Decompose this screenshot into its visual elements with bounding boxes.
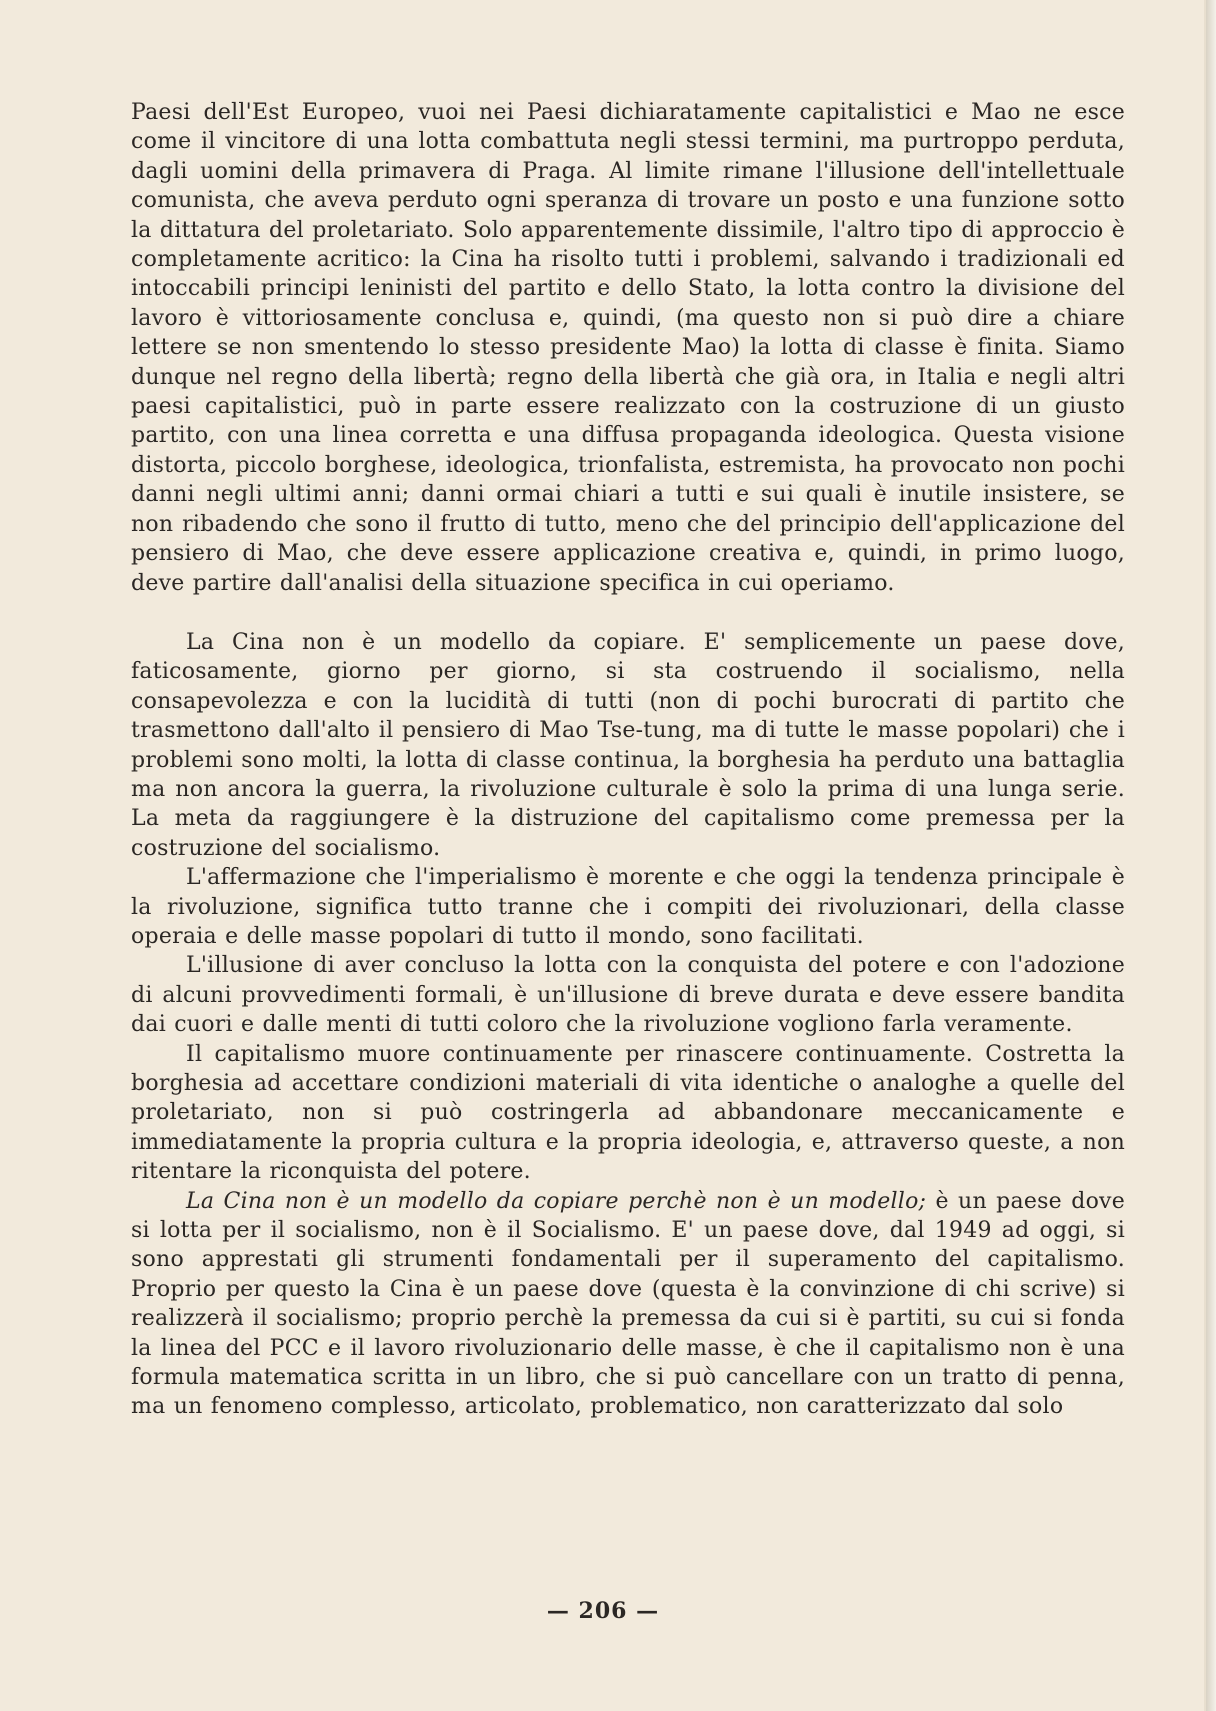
paragraph-non-e-un-modello	[131, 1187, 1125, 1422]
paragraph-continued: Paesi dell'Est Europeo, vuoi nei Paesi dichiaratamente capitalistici e Mao ne esce come il vincitore di una lotta combattuta negli stessi termini, ma purtroppo perduta, dagli uomini della primavera di Praga. Al limite rimane l'illusione dell'intellettuale comunista, che aveva perduto ogni speranza di trovare un posto e una funzione sotto la dittatura del proletariato. Solo apparentemente dissimile, l'altro tipo di approccio è completamente acritico: la Cina ha risolto tutti i problemi, salvando i tradizionali ed intoccabili principi leninisti del partito e dello Stato, la lotta contro la divisione del lavoro è vittoriosamente conclusa e, quindi, (ma questo non si può dire a chiare lettere se non smentendo lo stesso presidente Mao) la lotta di classe è finita. Siamo dunque nel regno della libertà; regno della libertà che già ora, in Italia e negli altri paesi capitalistici, può in parte essere realizzato con la costruzione di un giusto partito, con una linea corretta e una diffusa propaganda ideologica. Questa visione distorta, piccolo borghese, ideologica, trionfalista, estremista, ha provocato non pochi danni negli ultimi anni; danni ormai chiari a tutti e sui quali è inutile insistere, se non ribadendo che sono il frutto di tutto, meno che del principio dell'applicazione del pensiero di Mao, che deve essere applicazione creativa e, quindi, in primo luogo, deve partire dall'analisi della situazione specifica in cui operiamo.	[131, 100, 1125, 596]
paragraph-illusione: L'illusione di aver concluso la lotta con la conquista del potere e con l'adozione di alcuni provvedimenti formali, è un'illusione di breve durata e deve essere bandita dai cuori e dalle menti di tutti coloro che la rivoluzione vogliono farla veramente.	[131, 953, 1125, 1038]
page-number: — 206 —	[546, 1598, 660, 1624]
paragraph-cina-non-e-un-modello: La Cina non è un modello da copiare. E' semplicemente un paese dove, faticosamente, giorno per giorno, si sta costruendo il socialismo, nella consapevolezza e con la lucidità di tutti (non di pochi burocrati di partito che trasmettono dall'alto il pensiero di Mao Tse-tung, ma di tutte le masse popolari) che i problemi sono molti, la lotta di classe continua, la borghesia ha perduto una battaglia ma non ancora la guerra, la rivoluzione culturale è solo la prima di una lunga serie. La meta da raggiungere è la distruzione del capitalismo come premessa per la costruzione del socialismo.	[131, 629, 1125, 861]
paragraph-capitalismo-muore: Il capitalismo muore continuamente per rinascere continuamente. Costretta la borghesia ad accettare condizioni materiali di vita identiche o analoghe a quelle del proletariato, non si può costringerla ad abbandonare meccanicamente e immediatamente la propria cultura e la propria ideologia, e, attraverso queste, a non ritentare la riconquista del potere.	[131, 1041, 1125, 1185]
italic-emphasis: La Cina non è un modello da copiare perchè non è un modello;	[186, 1188, 927, 1214]
paragraph-imperialismo: L'affermazione che l'imperialismo è morente e che oggi la tendenza principale è la rivoluzione, significa tutto tranne che i compiti dei rivoluzionari, della classe operaia e delle masse popolari di tutto il mondo, sono facilitati.	[131, 865, 1125, 949]
paragraph-text: è un paese dove si lotta per il socialismo, non è il Socialismo. E' un paese dove, dal 1949 ad oggi, si sono apprestati gli strumenti fondamentali per il superamento del capitalismo. Proprio per questo la Cina è un paese dove (questa è la convinzione di chi scrive) si realizzerà il socialismo; proprio perchè la premessa da cui si è partiti, su cui si fonda la linea del PCC e il lavoro rivoluzionario delle masse, è che il capitalismo non è una formula matematica scritta in un libro, che si può cancellare con un tratto di penna, ma un fenomeno complesso, articolato, problematico, non caratterizzato dal solo	[131, 1188, 1126, 1420]
page-edge	[1206, 0, 1216, 1711]
body-text	[131, 98, 1125, 1422]
